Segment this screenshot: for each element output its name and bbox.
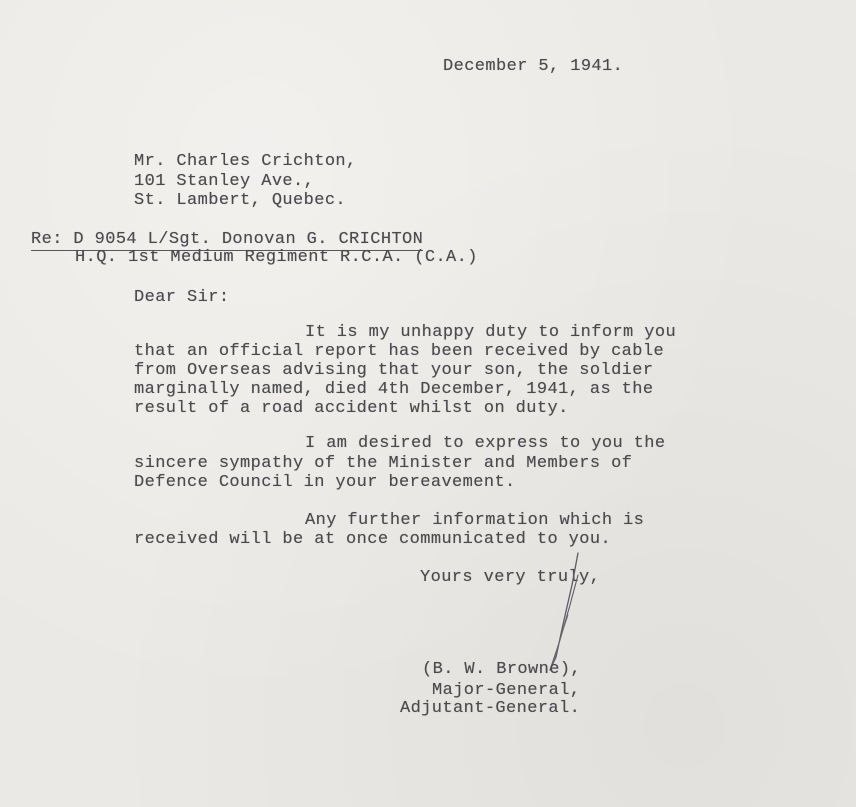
recipient-name: Mr. Charles Crichton, — [134, 152, 357, 171]
signatory-title: Adjutant-General. — [400, 699, 581, 718]
paragraph1-line: from Overseas advising that your son, the soldier — [134, 361, 654, 380]
recipient-street: 101 Stanley Ave., — [134, 172, 315, 191]
recipient-city: St. Lambert, Quebec. — [134, 191, 347, 210]
paragraph1-line: result of a road accident whilst on duty. — [134, 399, 569, 418]
paragraph3-line: received will be at once communicated to you. — [134, 530, 612, 549]
paragraph2-line: I am desired to express to you the — [305, 434, 666, 453]
letter-date: December 5, 1941. — [443, 57, 624, 76]
handwritten-signature — [520, 545, 600, 675]
salutation: Dear Sir: — [134, 288, 230, 307]
paragraph2-line: sincere sympathy of the Minister and Members of — [134, 454, 633, 473]
paragraph1-line: that an official report has been received by cable — [134, 342, 665, 361]
paragraph3-line: Any further information which is — [305, 511, 645, 530]
paragraph1-line: marginally named, died 4th December, 1941, as the — [134, 380, 654, 399]
subject-unit-line: H.Q. 1st Medium Regiment R.C.A. (C.A.) — [75, 248, 478, 267]
subject-line: Re: D 9054 L/Sgt. Donovan G. CRICHTON — [31, 230, 424, 249]
closing: Yours very truly, — [420, 568, 601, 587]
paragraph1-line: It is my unhappy duty to inform you — [305, 323, 677, 342]
signatory-rank: Major-General, — [432, 681, 581, 700]
paragraph2-line: Defence Council in your bereavement. — [134, 473, 516, 492]
signatory-name: (B. W. Browne), — [422, 660, 582, 679]
